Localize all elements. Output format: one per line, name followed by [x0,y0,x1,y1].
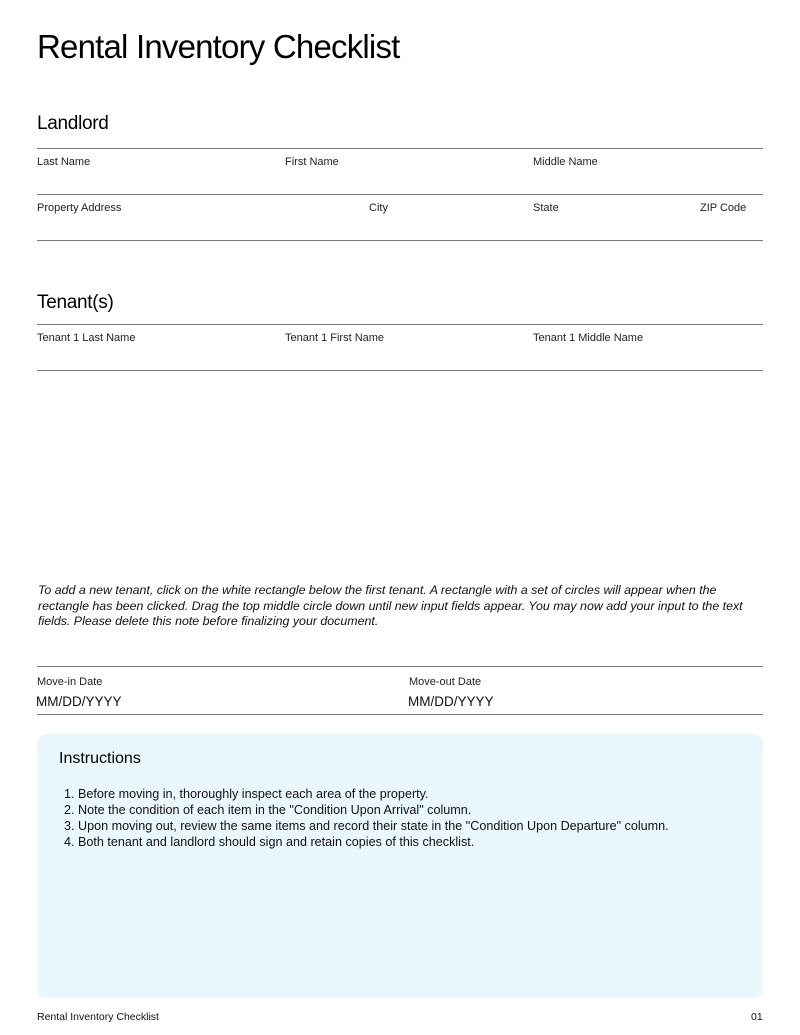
add-tenant-note: To add a new tenant, click on the white rectangle below the first tenant. A rectangle with a set of circles will appear when the rectangle has been clicked. Drag the top middle circle down until new input fields appear. You may now add your input to the text fields. Please delete this note before finalizing your document. [38,583,743,629]
divider [37,194,763,195]
instructions-list [59,786,669,850]
instructions-panel [37,734,763,998]
list-item: 3. Upon moving out, review the same items and record their state in the "Condition Upon Departure" column. [78,818,669,834]
tenant-last-name-field[interactable]: Tenant 1 Last Name [37,332,136,344]
divider [37,370,763,371]
divider [37,324,763,325]
instructions-heading: Instructions [59,750,141,767]
divider [37,240,763,241]
city-field[interactable]: City [369,202,388,214]
move-in-date-input[interactable]: MM/DD/YYYY [36,694,122,709]
add-tenant-rectangle[interactable] [37,372,763,562]
divider [37,148,763,149]
list-item: 4. Both tenant and landlord should sign and retain copies of this checklist. [78,834,669,850]
tenant-first-name-field[interactable]: Tenant 1 First Name [285,332,385,344]
move-out-date-label: Move-out Date [409,676,482,688]
tenants-heading: Tenant(s) [37,292,114,313]
divider [37,714,763,715]
property-address-field[interactable]: Property Address [37,202,122,214]
list-item: 2. Note the condition of each item in the "Condition Upon Arrival" column. [78,802,669,818]
page-number: 01 [751,1011,763,1023]
zip-code-field[interactable]: ZIP Code [700,202,747,214]
landlord-first-name-field[interactable]: First Name [285,156,339,168]
tenant-middle-name-field[interactable]: Tenant 1 Middle Name [533,332,644,344]
state-field[interactable]: State [533,202,559,214]
landlord-middle-name-field[interactable]: Middle Name [533,156,598,168]
divider [37,666,763,667]
footer-doc-name: Rental Inventory Checklist [37,1011,159,1023]
move-out-date-input[interactable]: MM/DD/YYYY [408,694,494,709]
move-in-date-label: Move-in Date [37,676,103,688]
landlord-last-name-field[interactable]: Last Name [37,156,91,168]
list-item: 1. Before moving in, thoroughly inspect each area of the property. [78,786,669,802]
landlord-heading: Landlord [37,113,109,134]
page-title: Rental Inventory Checklist [37,28,400,65]
